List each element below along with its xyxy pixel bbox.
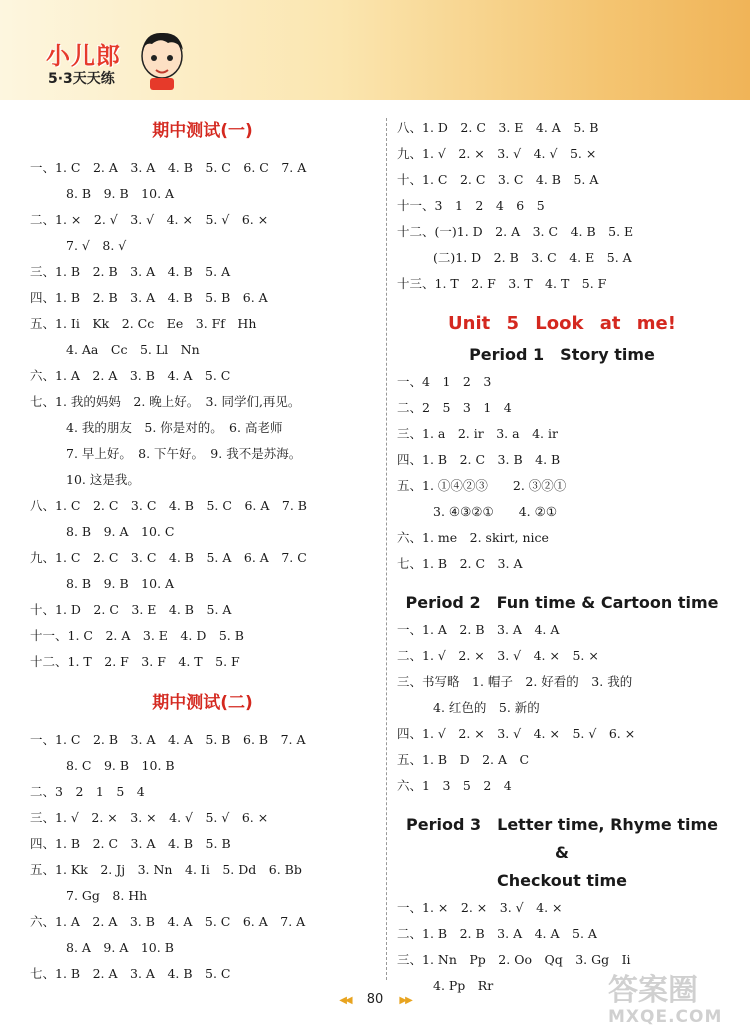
answer-line: 4. 我的朋友 5. 你是对的。 6. 高老师 xyxy=(66,420,283,435)
answer-line: 一、1. C 2. A 3. A 4. B 5. C 6. C 7. A xyxy=(30,160,307,175)
answer-line: 六、1. A 2. A 3. B 4. A 5. C 6. A 7. A xyxy=(30,914,306,929)
watermark-top: 答案圈 xyxy=(608,973,698,1008)
answer-line: 八、1. D 2. C 3. E 4. A 5. B xyxy=(397,120,599,135)
answer-line: 八、1. C 2. C 3. C 4. B 5. C 6. A 7. B xyxy=(30,498,307,513)
answer-line: 8. B 9. A 10. C xyxy=(66,524,175,539)
brand-title: 小儿郎 xyxy=(46,42,121,70)
answer-line: 7. √ 8. √ xyxy=(66,238,127,253)
answer-line: 七、1. B 2. C 3. A xyxy=(397,556,523,571)
answer-line: 五、1. Kk 2. Jj 3. Nn 4. Ii 5. Dd 6. Bb xyxy=(30,862,302,877)
period2-title: Period 2 Fun time & Cartoon time xyxy=(405,593,719,612)
answer-line: 十、1. C 2. C 3. C 4. B 5. A xyxy=(397,172,599,187)
answer-line: 十一、1. C 2. A 3. E 4. D 5. B xyxy=(30,628,244,643)
left-arrows-icon: ◀◀ xyxy=(339,995,351,1006)
answer-line: 4. Aa Cc 5. Ll Nn xyxy=(66,342,200,357)
answer-line: 3. ④③②① 4. ②① xyxy=(433,504,558,519)
answer-line: 四、1. B 2. B 3. A 4. B 5. B 6. A xyxy=(30,290,268,305)
answer-line: 8. A 9. A 10. B xyxy=(66,940,174,955)
answer-line: 二、2 5 3 1 4 xyxy=(397,400,512,415)
answer-line: (二)1. D 2. B 3. C 4. E 5. A xyxy=(433,250,632,265)
right-arrows-icon: ▶▶ xyxy=(399,995,411,1006)
answer-line: 二、1. B 2. B 3. A 4. A 5. A xyxy=(397,926,597,941)
answer-line: 10. 这是我。 xyxy=(66,472,140,487)
page-number: 80 xyxy=(366,992,384,1007)
period1-title: Period 1 Story time xyxy=(469,345,655,364)
answer-line: 4. Pp Rr xyxy=(433,978,494,993)
answer-line: 七、1. B 2. A 3. A 4. B 5. C xyxy=(30,966,231,981)
answer-line: 三、1. B 2. B 3. A 4. B 5. A xyxy=(30,264,231,279)
column-divider xyxy=(386,118,387,980)
answer-line: 十二、1. T 2. F 3. F 4. T 5. F xyxy=(30,654,240,669)
answer-line: 十三、1. T 2. F 3. T 4. T 5. F xyxy=(397,276,607,291)
answer-line: 九、1. √ 2. × 3. √ 4. √ 5. × xyxy=(397,146,597,161)
watermark-logo xyxy=(608,975,748,1031)
answer-line: 8. C 9. B 10. B xyxy=(66,758,175,773)
answer-line: 五、1. ①④②③ 2. ③②① xyxy=(397,478,567,493)
answer-line: 7. Gg 8. Hh xyxy=(66,888,148,903)
answer-line: 九、1. C 2. C 3. C 4. B 5. A 6. A 7. C xyxy=(30,550,307,565)
midterm2-title: 期中测试(二) xyxy=(152,693,253,713)
left-column xyxy=(30,115,375,987)
answer-line: 一、1. × 2. × 3. √ 4. × xyxy=(397,900,563,915)
answer-line: 十一、3 1 2 4 6 5 xyxy=(397,198,545,213)
answer-line: 二、1. × 2. √ 3. √ 4. × 5. √ 6. × xyxy=(30,212,269,227)
answer-line: 8. B 9. B 10. A xyxy=(66,186,175,201)
answer-line: 一、1. A 2. B 3. A 4. A xyxy=(397,622,560,637)
answer-line: 二、1. √ 2. × 3. √ 4. × 5. × xyxy=(397,648,599,663)
answer-line: 十、1. D 2. C 3. E 4. B 5. A xyxy=(30,602,232,617)
answer-line: 二、3 2 1 5 4 xyxy=(30,784,145,799)
mascot-boy-icon xyxy=(132,28,192,92)
answer-line: 六、1. A 2. A 3. B 4. A 5. C xyxy=(30,368,231,383)
answer-line: 七、1. 我的妈妈 2. 晚上好。 3. 同学们,再见。 xyxy=(30,394,301,409)
answer-line: 十二、(一)1. D 2. A 3. C 4. B 5. E xyxy=(397,224,634,239)
brand-subtitle: 5·3天天练 xyxy=(48,71,115,87)
answer-line: 三、1. Nn Pp 2. Oo Qq 3. Gg Ii xyxy=(397,952,631,967)
midterm1-title: 期中测试(一) xyxy=(152,121,253,141)
answer-line: 8. B 9. B 10. A xyxy=(66,576,175,591)
answer-line: 一、1. C 2. B 3. A 4. A 5. B 6. B 7. A xyxy=(30,732,306,747)
answer-line: 五、1. Ii Kk 2. Cc Ee 3. Ff Hh xyxy=(30,316,257,331)
brand-logo xyxy=(40,36,210,94)
unit-title: Unit 5 Look at me! xyxy=(448,313,676,334)
period3-title-line1: Period 3 Letter time, Rhyme time & xyxy=(406,815,718,862)
answer-line: 4. 红色的 5. 新的 xyxy=(433,700,540,715)
watermark-bottom: MXQE.COM xyxy=(608,1007,723,1027)
right-column xyxy=(397,115,727,999)
answer-line: 三、书写略 1. 帽子 2. 好看的 3. 我的 xyxy=(397,674,633,689)
answer-line: 一、4 1 2 3 xyxy=(397,374,492,389)
answer-line: 五、1. B D 2. A C xyxy=(397,752,530,767)
answer-line: 六、1 3 5 2 4 xyxy=(397,778,512,793)
answer-line: 7. 早上好。 8. 下午好。 9. 我不是苏海。 xyxy=(66,446,302,461)
answer-line: 四、1. B 2. C 3. B 4. B xyxy=(397,452,561,467)
period3-title-line2: Checkout time xyxy=(497,871,627,890)
answer-line: 四、1. √ 2. × 3. √ 4. × 5. √ 6. × xyxy=(397,726,636,741)
answer-line: 六、1. me 2. skirt, nice xyxy=(397,530,549,545)
answer-line: 四、1. B 2. C 3. A 4. B 5. B xyxy=(30,836,231,851)
answer-line: 三、1. √ 2. × 3. × 4. √ 5. √ 6. × xyxy=(30,810,269,825)
answer-line: 三、1. a 2. ir 3. a 4. ir xyxy=(397,426,558,441)
